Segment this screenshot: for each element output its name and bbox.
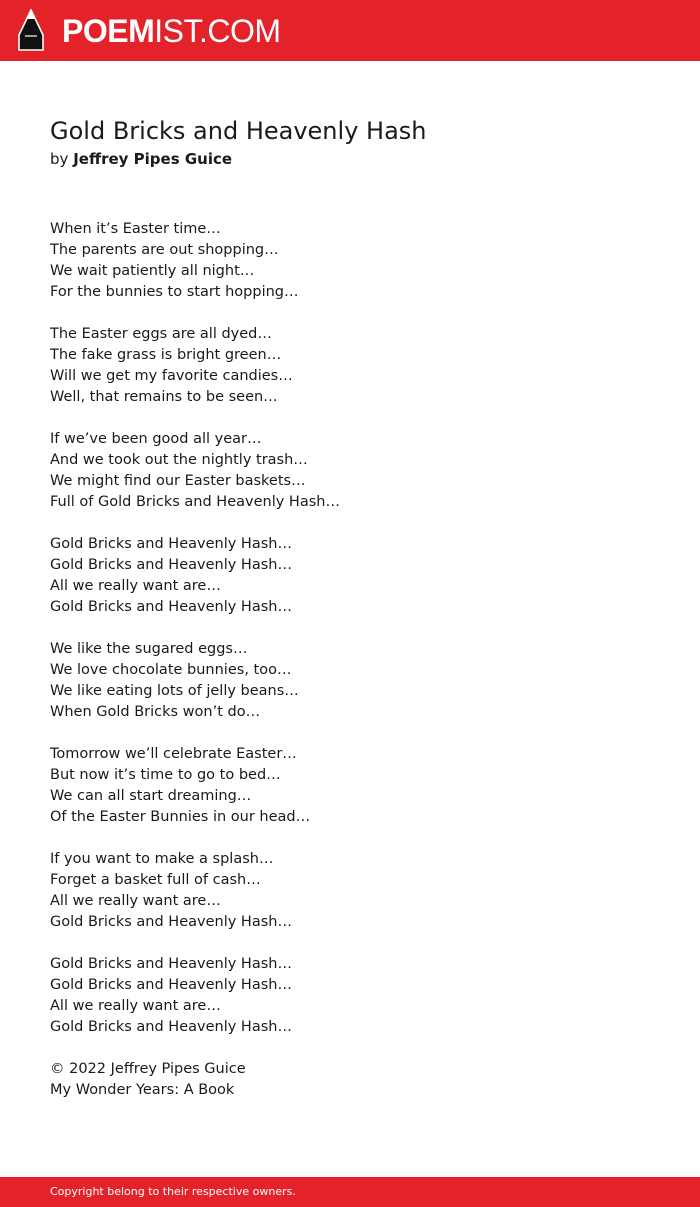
poem-line: We can all start dreaming… [50, 788, 252, 804]
poem-line: Well, that remains to be seen… [50, 389, 278, 405]
stanza [50, 849, 650, 933]
poem-line: Tomorrow we’ll celebrate Easter… [50, 746, 297, 762]
site-footer [0, 1177, 700, 1207]
poem-line: The parents are out shopping… [50, 242, 279, 258]
poem-line: We love chocolate bunnies, too… [50, 662, 292, 678]
source-line: My Wonder Years: A Book [50, 1082, 235, 1098]
byline [50, 148, 650, 170]
footer-copyright-text: Copyright belong to their respective owners. [50, 1185, 296, 1198]
poem-line: Will we get my favorite candies… [50, 368, 293, 384]
poem-line: Gold Bricks and Heavenly Hash… [50, 956, 292, 972]
stanza [50, 219, 650, 303]
poem-line: If we’ve been good all year… [50, 431, 262, 447]
poem-line: Gold Bricks and Heavenly Hash… [50, 599, 292, 615]
poem-line: If you want to make a splash… [50, 851, 274, 867]
stanza [50, 744, 650, 828]
stanza [50, 429, 650, 513]
poem-body [50, 219, 650, 1101]
stanza [50, 534, 650, 618]
poem-line: Full of Gold Bricks and Heavenly Hash… [50, 494, 340, 510]
stanza [50, 324, 650, 408]
poem-line: All we really want are… [50, 998, 221, 1014]
by-label: by [50, 150, 69, 168]
poem-line: Gold Bricks and Heavenly Hash… [50, 536, 292, 552]
stanza [50, 954, 650, 1038]
poem-line: We like eating lots of jelly beans… [50, 683, 299, 699]
poem-line: Gold Bricks and Heavenly Hash… [50, 914, 292, 930]
site-logo-text: POEMIST.COM [62, 13, 281, 49]
poem-line: All we really want are… [50, 578, 221, 594]
poem-line: Gold Bricks and Heavenly Hash… [50, 977, 292, 993]
poem-line: But now it’s time to go to bed… [50, 767, 281, 783]
stanza [50, 639, 650, 723]
poem-article [50, 114, 650, 1101]
author-name: Jeffrey Pipes Guice [73, 150, 233, 168]
poem-line: When Gold Bricks won’t do… [50, 704, 261, 720]
poem-line: For the bunnies to start hopping… [50, 284, 299, 300]
poem-line: All we really want are… [50, 893, 221, 909]
poem-line: And we took out the nightly trash… [50, 452, 308, 468]
poem-line: We wait patiently all night… [50, 263, 255, 279]
poem-line: Forget a basket full of cash… [50, 872, 261, 888]
poem-footnote [50, 1059, 650, 1101]
copyright-line: © 2022 Jeffrey Pipes Guice [50, 1061, 246, 1077]
poem-line: We might find our Easter baskets… [50, 473, 306, 489]
poem-line: Gold Bricks and Heavenly Hash… [50, 1019, 292, 1035]
poem-line: The fake grass is bright green… [50, 347, 282, 363]
site-header [0, 0, 700, 61]
pencil-icon [18, 9, 44, 51]
poem-line: When it’s Easter time… [50, 221, 221, 237]
poem-line: We like the sugared eggs… [50, 641, 248, 657]
poem-title: Gold Bricks and Heavenly Hash [50, 117, 427, 145]
poem-line: Of the Easter Bunnies in our head… [50, 809, 311, 825]
poem-line: The Easter eggs are all dyed… [50, 326, 272, 342]
poem-line: Gold Bricks and Heavenly Hash… [50, 557, 292, 573]
